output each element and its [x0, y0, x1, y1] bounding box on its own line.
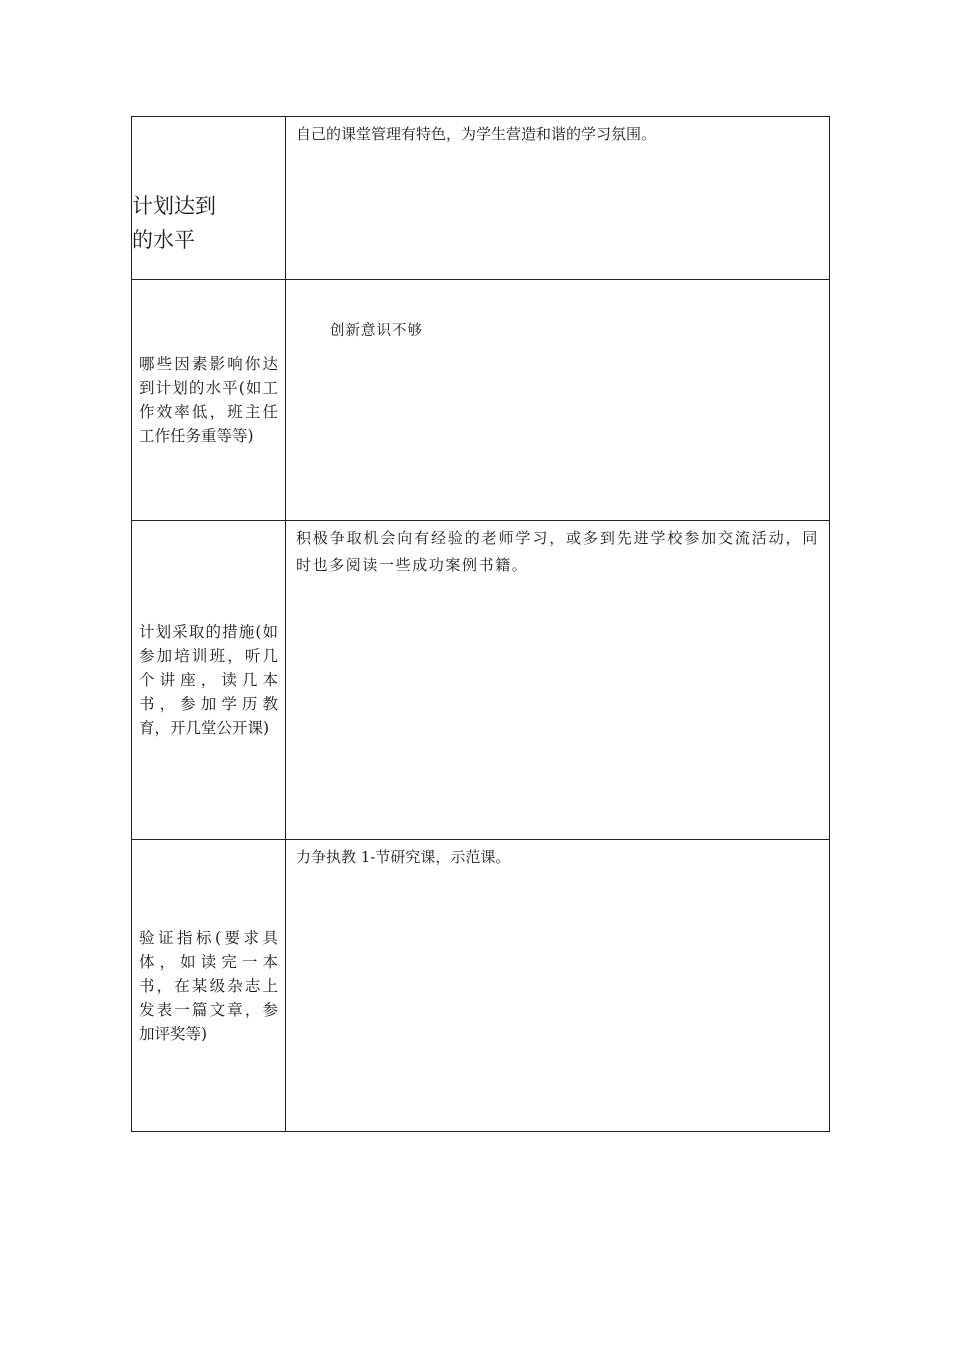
table-row-target-level — [132, 117, 830, 280]
plan-form-table — [131, 116, 830, 1132]
table-row-planned-measures — [132, 521, 830, 840]
row-label-line: 的水平 — [132, 228, 195, 252]
row-label-line: 计划达到 — [132, 194, 216, 218]
row-label-verification-indicators: 验证指标(要求具体，如读完一本书，在某级杂志上发表一篇文章，参加评奖等) — [132, 840, 286, 1132]
table-row-influencing-factors — [132, 280, 830, 521]
row-content-target-level: 自己的课堂管理有特色，为学生营造和谐的学习氛围。 — [286, 117, 830, 280]
row-content-influencing-factors: 创新意识不够 — [286, 280, 830, 521]
row-label-planned-measures: 计划采取的措施(如参加培训班，听几个讲座，读几本书，参加学历教育，开几堂公开课) — [132, 521, 286, 840]
row-label-influencing-factors: 哪些因素影响你达到计划的水平(如工作效率低，班主任工作任务重等等) — [132, 280, 286, 521]
row-label-target-level — [132, 117, 286, 280]
table-row-verification-indicators — [132, 840, 830, 1132]
row-content-planned-measures: 积极争取机会向有经验的老师学习，或多到先进学校参加交流活动，同时也多阅读一些成功案例书籍。 — [286, 521, 830, 840]
row-content-verification-indicators: 力争执教 1-节研究课，示范课。 — [286, 840, 830, 1132]
